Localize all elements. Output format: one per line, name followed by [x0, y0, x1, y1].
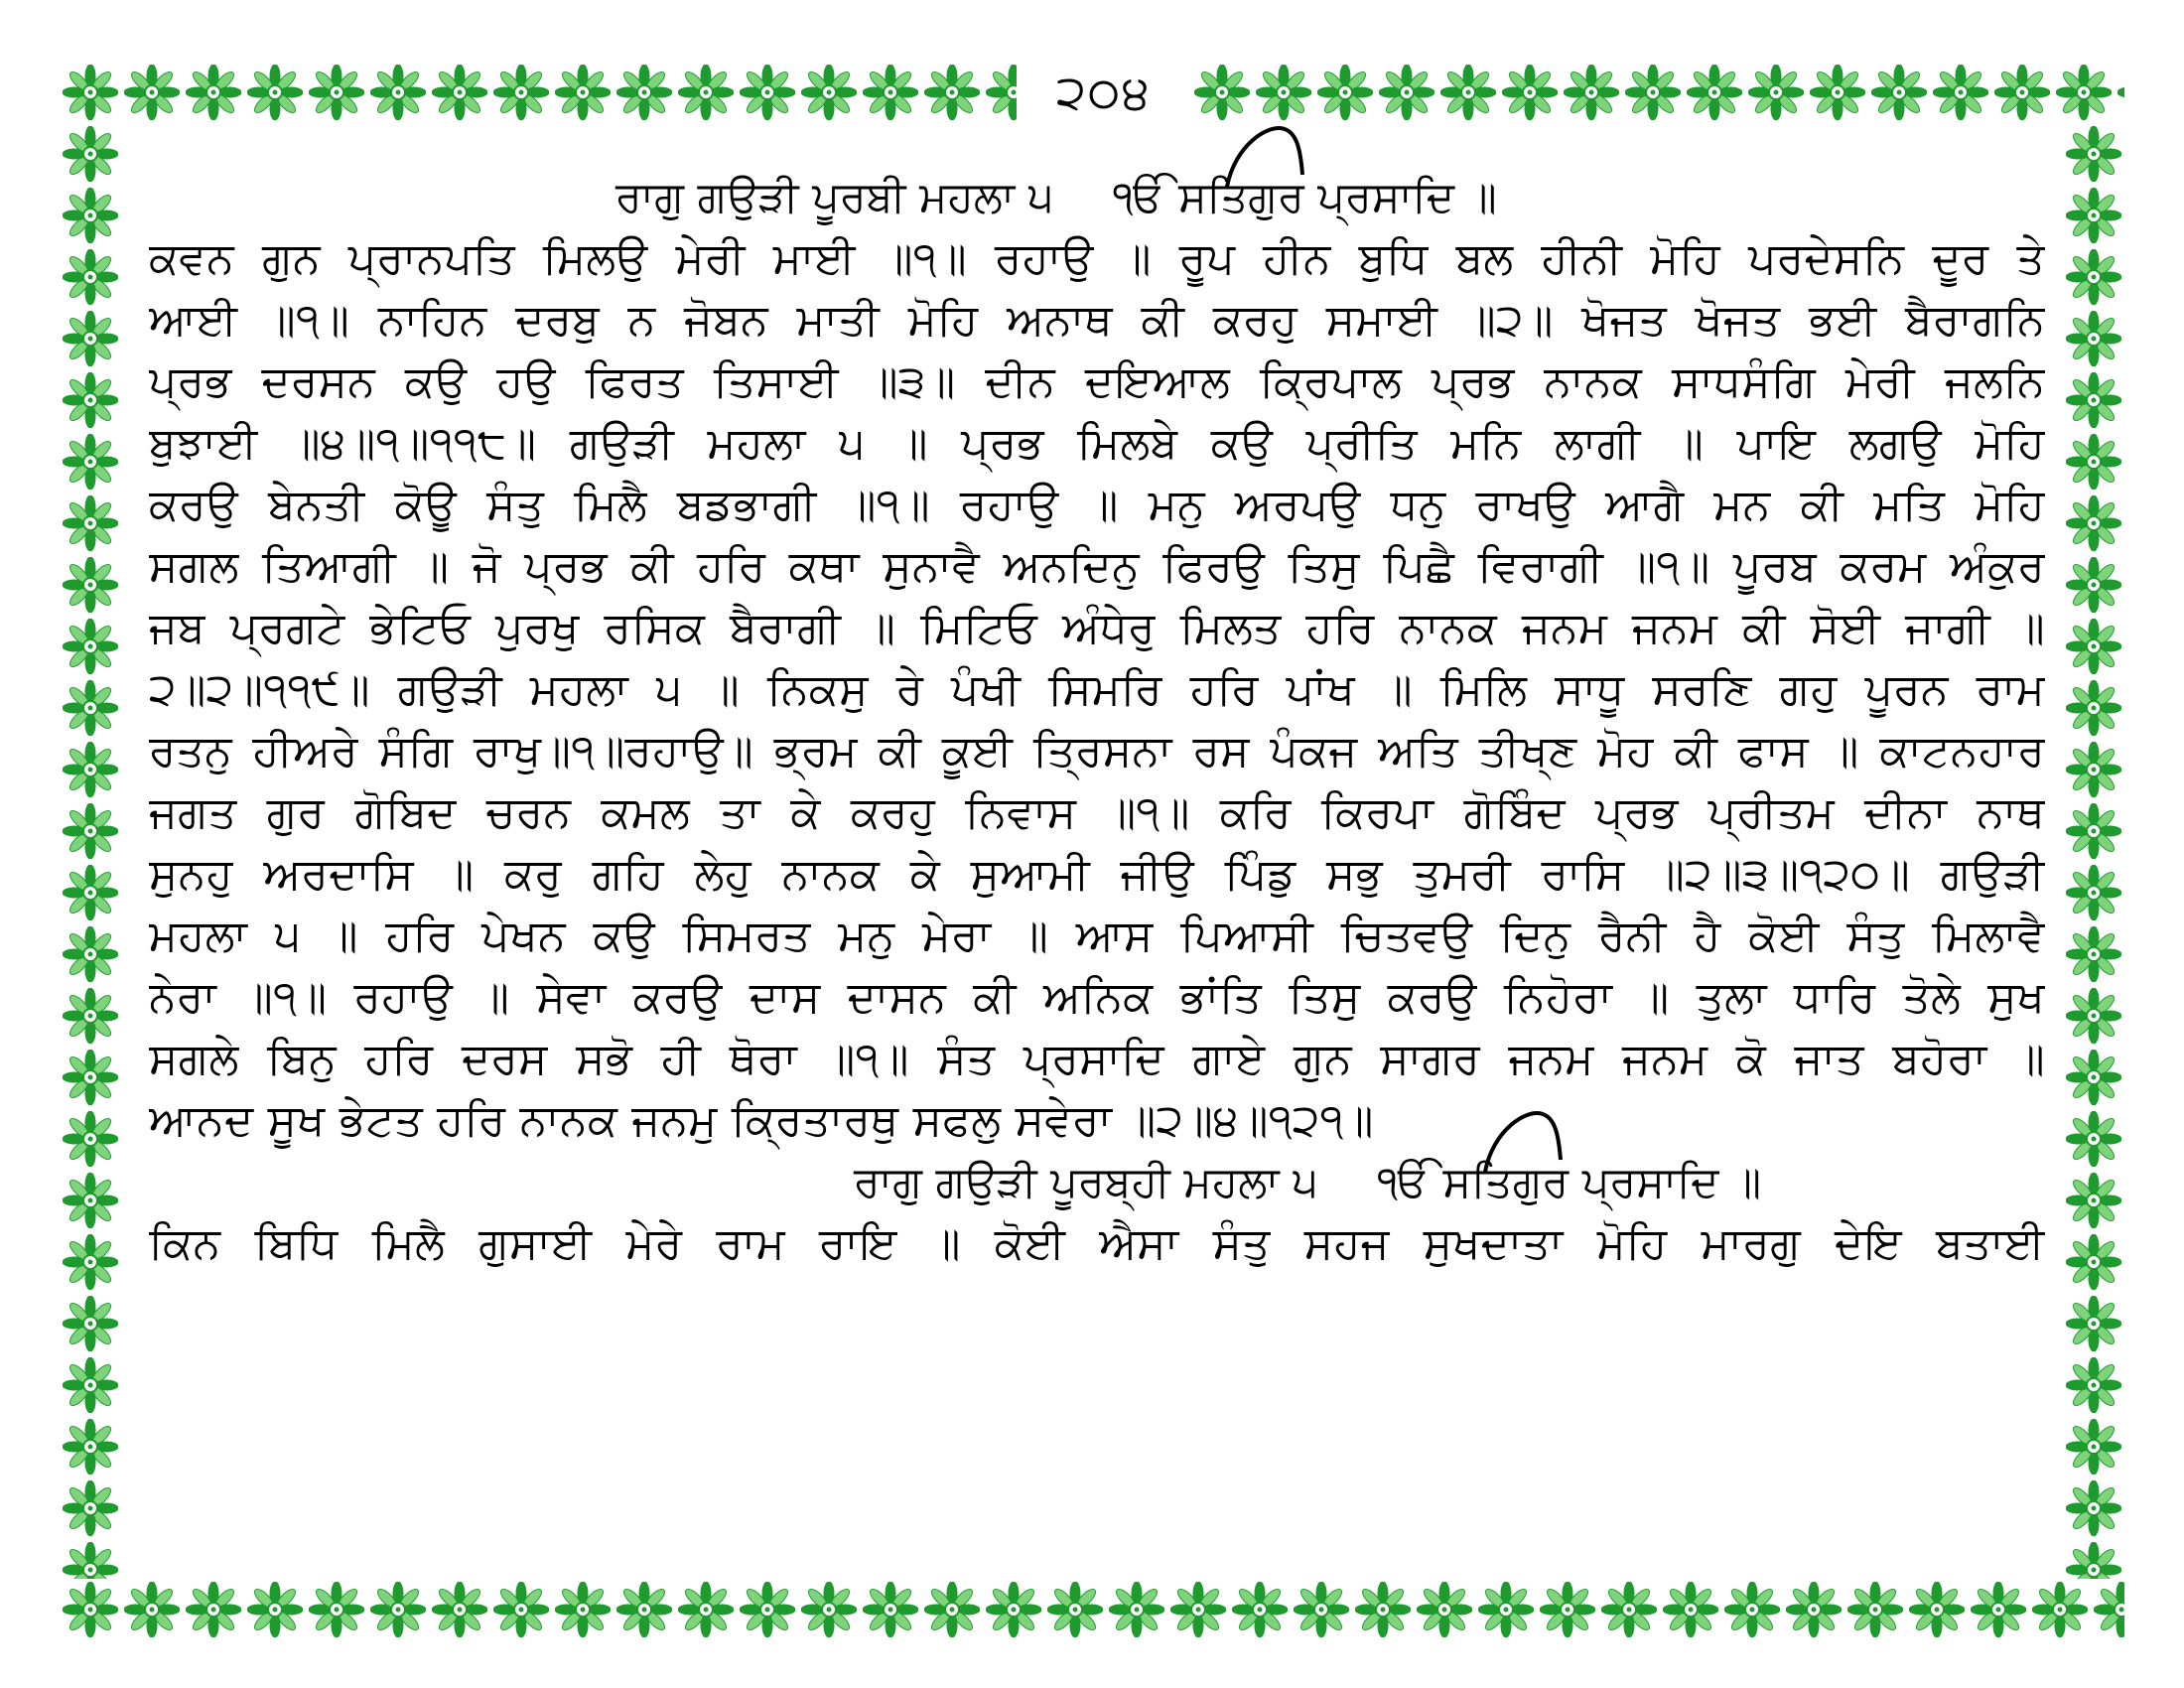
flower-ornament-icon [2066, 1111, 2121, 1167]
ik-onkar-arc-icon [1221, 115, 1310, 195]
flower-ornament-icon [1847, 1582, 1903, 1637]
flower-ornament-icon [63, 434, 118, 490]
flower-ornament-icon [432, 65, 487, 120]
flower-ornament-icon [1417, 1582, 1472, 1637]
flower-ornament-icon [63, 126, 118, 182]
flower-ornament-icon [740, 65, 795, 120]
flower-ornament-icon [63, 557, 118, 613]
flower-ornament-icon [2066, 1234, 2121, 1290]
gurbani-line: ਮਹਲਾ ੫ ॥ ਹਰਿ ਪੇਖਨ ਕਉ ਸਿਮਰਤ ਮਨੁ ਮੇਰਾ ॥ ਆਸ ਪਿਆਸੀ ਚਿਤਵਉ ਦਿਨੁ ਰੈਨੀ ਹੈ ਕੋਈ ਸੰਤੁ ਮਿਲਾਵੈ [149, 911, 2045, 961]
floral-border-top-left [60, 62, 1017, 123]
flower-ornament-icon [801, 65, 857, 120]
flower-ornament-icon [63, 803, 118, 859]
flower-ornament-icon [1194, 65, 1250, 120]
flower-ornament-icon [432, 1582, 487, 1637]
flower-ornament-icon [309, 1582, 364, 1637]
flower-ornament-icon [63, 988, 118, 1044]
flower-ornament-icon [63, 372, 118, 428]
flower-ornament-icon [63, 495, 118, 551]
flower-ornament-icon [1663, 1582, 1718, 1637]
flower-ornament-icon [63, 188, 118, 243]
gurbani-line: ਬੁਝਾਈ ॥੪॥੧॥੧੧੮॥ ਗਉੜੀ ਮਹਲਾ ੫ ॥ ਪ੍ਰਭ ਮਿਲਬੇ ਕਉ ਪ੍ਰੀਤਿ ਮਨਿ ਲਾਗੀ ॥ ਪਾਇ ਲਗਉ ਮੋਹਿ [149, 418, 2045, 469]
floral-border-right [2063, 123, 2124, 1579]
flower-ornament-icon [1810, 65, 1865, 120]
flower-ornament-icon [63, 865, 118, 920]
flower-ornament-icon [924, 65, 980, 120]
raag-heading-1 [149, 167, 2045, 228]
gurbani-line: ਜਗਤ ਗੁਰ ਗੋਬਿਦ ਚਰਨ ਕਮਲ ਤਾ ਕੇ ਕਰਹੁ ਨਿਵਾਸ ॥੧॥ ਕਰਿ ਕਿਰਪਾ ਗੋਬਿੰਦ ਪ੍ਰਭ ਪ੍ਰੀਤਮ ਦੀਨਾ ਨਾਥ [149, 787, 2045, 838]
flower-ornament-icon [1317, 65, 1373, 120]
page-number: ੨੦੪ [1056, 65, 1152, 120]
flower-ornament-icon [1540, 1582, 1595, 1637]
flower-ornament-icon [1232, 1582, 1288, 1637]
flower-ornament-icon [370, 65, 426, 120]
flower-ornament-icon [63, 680, 118, 736]
flower-ornament-icon [986, 65, 1017, 120]
flower-ornament-icon [2066, 1357, 2121, 1413]
flower-ornament-icon [2066, 126, 2121, 182]
flower-ornament-icon [555, 65, 611, 120]
flower-ornament-icon [2094, 1582, 2124, 1637]
flower-ornament-icon [63, 1173, 118, 1228]
flower-ornament-icon [2066, 680, 2121, 736]
flower-ornament-icon [2066, 926, 2121, 982]
flower-ornament-icon [1724, 1582, 1780, 1637]
flower-ornament-icon [2066, 865, 2121, 920]
flower-ornament-icon [63, 1582, 118, 1637]
flower-ornament-icon [2066, 557, 2121, 613]
flower-ornament-icon [863, 1582, 918, 1637]
flower-ornament-icon [678, 65, 734, 120]
flower-ornament-icon [493, 65, 549, 120]
flower-ornament-icon [2066, 434, 2121, 490]
flower-ornament-icon [740, 1582, 795, 1637]
flower-ornament-icon [2066, 1173, 2121, 1228]
gurbani-line: ਸਗਲ ਤਿਆਗੀ ॥ ਜੋ ਪ੍ਰਭ ਕੀ ਹਰਿ ਕਥਾ ਸੁਨਾਵੈ ਅਨਦਿਨੁ ਫਿਰਉ ਤਿਸੁ ਪਿਛੈ ਵਿਰਾਗੀ ॥੧॥ ਪੂਰਬ ਕਰਮ ਅੰਕੁਰ [149, 541, 2045, 592]
flower-ornament-icon [2066, 619, 2121, 674]
flower-ornament-icon [2066, 1296, 2121, 1351]
flower-ornament-icon [1502, 65, 1558, 120]
hymn-text-section-1 [149, 228, 2045, 1152]
flower-ornament-icon [247, 1582, 303, 1637]
flower-ornament-icon [1355, 1582, 1411, 1637]
mool-mantar-invocation: ੴ ਸਤਿਗੁਰ ਪ੍ਰਸਾਦਿ ॥ [1113, 173, 1497, 222]
gurbani-line: ਆਨਦ ਸੂਖ ਭੇਟਤ ਹਰਿ ਨਾਨਕ ਜਨਮੁ ਕ੍ਰਿਤਾਰਥੁ ਸਫਲੁ ਸਵੇਰਾ ॥੨॥੪॥੧੨੧॥ [149, 1095, 1374, 1146]
flower-ornament-icon [2066, 249, 2121, 305]
flower-ornament-icon [863, 65, 918, 120]
flower-ornament-icon [63, 1296, 118, 1351]
flower-ornament-icon [63, 1050, 118, 1105]
flower-ornament-icon [186, 65, 241, 120]
flower-ornament-icon [1601, 1582, 1657, 1637]
flower-ornament-icon [1047, 1582, 1103, 1637]
flower-ornament-icon [63, 1419, 118, 1475]
flower-ornament-icon [2066, 988, 2121, 1044]
flower-ornament-icon [2066, 495, 2121, 551]
flower-ornament-icon [63, 742, 118, 797]
flower-ornament-icon [1625, 65, 1681, 120]
text-block [149, 167, 2045, 1557]
floral-border-top-right [1191, 62, 2124, 123]
flower-ornament-icon [63, 619, 118, 674]
flower-ornament-icon [801, 1582, 857, 1637]
floral-border-bottom [60, 1579, 2124, 1640]
flower-ornament-icon [1109, 1582, 1164, 1637]
flower-ornament-icon [2066, 803, 2121, 859]
flower-ornament-icon [1909, 1582, 1965, 1637]
gurbani-line: ਸਗਲੇ ਬਿਨੁ ਹਰਿ ਦਰਸ ਸਭੋ ਹੀ ਥੋਰਾ ॥੧॥ ਸੰਤ ਪ੍ਰਸਾਦਿ ਗਾਏ ਗੁਨ ਸਾਗਰ ਜਨਮ ਜਨਮ ਕੋ ਜਾਤ ਬਹੋਰਾ ॥ [149, 1034, 2045, 1084]
flower-ornament-icon [678, 1582, 734, 1637]
flower-ornament-icon [555, 1582, 611, 1637]
gurbani-line: ਆਈ ॥੧॥ ਨਾਹਿਨ ਦਰਬੁ ਨ ਜੋਬਨ ਮਾਤੀ ਮੋਹਿ ਅਨਾਥ ਕੀ ਕਰਹੁ ਸਮਾਈ ॥੨॥ ਖੋਜਤ ਖੋਜਤ ਭਈ ਬੈਰਾਗਨਿ [149, 295, 2045, 346]
flower-ornament-icon [1256, 65, 1311, 120]
gurbani-line: ਪ੍ਰਭ ਦਰਸਨ ਕਉ ਹਉ ਫਿਰਤ ਤਿਸਾਈ ॥੩॥ ਦੀਨ ਦਇਆਲ ਕ੍ਰਿਪਾਲ ਪ੍ਰਭ ਨਾਨਕ ਸਾਧਸੰਗਿ ਮੇਰੀ ਜਲਨਿ [149, 356, 2045, 407]
mool-mantar-invocation: ੴ ਸਤਿਗੁਰ ਪ੍ਰਸਾਦਿ ॥ [1377, 1158, 1762, 1207]
flower-ornament-icon [1933, 65, 1988, 120]
flower-ornament-icon [1871, 65, 1927, 120]
gurbani-line: ਕਵਨ ਗੁਨ ਪ੍ਰਾਨਪਤਿ ਮਿਲਉ ਮੇਰੀ ਮਾਈ ॥੧॥ ਰਹਾਉ ॥ ਰੂਪ ਹੀਨ ਬੁਧਿ ਬਲ ਹੀਨੀ ਮੋਹਿ ਪਰਦੇਸਨਿ ਦੂਰ ਤੇ [149, 233, 2045, 284]
raag-heading-2 [149, 1152, 2045, 1213]
flower-ornament-icon [2066, 742, 2121, 797]
flower-ornament-icon [1748, 65, 1804, 120]
raag-title: ਰਾਗੁ ਗਉੜੀ ਪੂਰਬ੍ਹੀ ਮਹਲਾ ੫ [854, 1158, 1318, 1207]
flower-ornament-icon [1379, 65, 1434, 120]
flower-ornament-icon [186, 1582, 241, 1637]
gurbani-line: ੨॥੨॥੧੧੯॥ ਗਉੜੀ ਮਹਲਾ ੫ ॥ ਨਿਕਸੁ ਰੇ ਪੰਖੀ ਸਿਮਰਿ ਹਰਿ ਪਾਂਖ ॥ ਮਿਲਿ ਸਾਧੂ ਸਰਣਿ ਗਹੁ ਪੂਰਨ ਰਾਮ [149, 664, 2045, 715]
flower-ornament-icon [2066, 372, 2121, 428]
flower-ornament-icon [124, 1582, 180, 1637]
flower-ornament-icon [1294, 1582, 1349, 1637]
flower-ornament-icon [63, 65, 118, 120]
flower-ornament-icon [370, 1582, 426, 1637]
flower-ornament-icon [63, 249, 118, 305]
flower-ornament-icon [924, 1582, 980, 1637]
flower-ornament-icon [124, 65, 180, 120]
flower-ornament-icon [1994, 65, 2050, 120]
flower-ornament-icon [986, 1582, 1041, 1637]
gurbani-line: ਨੇਰਾ ॥੧॥ ਰਹਾਉ ॥ ਸੇਵਾ ਕਰਉ ਦਾਸ ਦਾਸਨ ਕੀ ਅਨਿਕ ਭਾਂਤਿ ਤਿਸੁ ਕਰਉ ਨਿਹੋਰਾ ॥ ਤੁਲਾ ਧਾਰਿ ਤੋਲੇ ਸੁਖ [149, 972, 2045, 1023]
flower-ornament-icon [1687, 65, 1742, 120]
flower-ornament-icon [63, 311, 118, 366]
flower-ornament-icon [63, 926, 118, 982]
flower-ornament-icon [2117, 65, 2124, 120]
flower-ornament-icon [2066, 1419, 2121, 1475]
flower-ornament-icon [2066, 1542, 2121, 1579]
gurbani-line: ਰਤਨੁ ਹੀਅਰੇ ਸੰਗਿ ਰਾਖੁ॥੧॥ਰਹਾਉ॥ ਭ੍ਰਮ ਕੀ ਕੂਈ ਤ੍ਰਿਸਨਾ ਰਸ ਪੰਕਜ ਅਤਿ ਤੀਖ੍ਣ ਮੋਹ ਕੀ ਫਾਸ ॥ ਕਾਟਨਹਾਰ [149, 726, 2045, 776]
flower-ornament-icon [63, 1542, 118, 1579]
ik-onkar-arc-icon [1479, 1100, 1569, 1180]
flower-ornament-icon [616, 65, 672, 120]
flower-ornament-icon [309, 65, 364, 120]
flower-ornament-icon [2056, 65, 2112, 120]
flower-ornament-icon [63, 1234, 118, 1290]
flower-ornament-icon [616, 1582, 672, 1637]
flower-ornament-icon [2066, 188, 2121, 243]
flower-ornament-icon [1170, 1582, 1226, 1637]
flower-ornament-icon [1971, 1582, 2026, 1637]
flower-ornament-icon [247, 65, 303, 120]
hymn-text-section-2 [149, 1213, 2045, 1275]
gurbani-line: ਕਿਨ ਬਿਧਿ ਮਿਲੈ ਗੁਸਾਈ ਮੇਰੇ ਰਾਮ ਰਾਇ ॥ ਕੋਈ ਐਸਾ ਸੰਤੁ ਸਹਜ ਸੁਖਦਾਤਾ ਮੋਹਿ ਮਾਰਗੁ ਦੇਇ ਬਤਾਈ [149, 1218, 2045, 1269]
flower-ornament-icon [2066, 1480, 2121, 1536]
gurbani-line: ਜਬ ਪ੍ਰਗਟੇ ਭੇਟਿਓ ਪੁਰਖੁ ਰਸਿਕ ਬੈਰਾਗੀ ॥ ਮਿਟਿਓ ਅੰਧੇਰੁ ਮਿਲਤ ਹਰਿ ਨਾਨਕ ਜਨਮ ਜਨਮ ਕੀ ਸੋਈ ਜਾਗੀ ॥ [149, 603, 2045, 653]
flower-ornament-icon [1564, 65, 1619, 120]
flower-ornament-icon [493, 1582, 549, 1637]
flower-ornament-icon [1440, 65, 1496, 120]
floral-border-left [60, 123, 121, 1579]
flower-ornament-icon [1786, 1582, 1842, 1637]
gurbani-line: ਸੁਨਹੁ ਅਰਦਾਸਿ ॥ ਕਰੁ ਗਹਿ ਲੇਹੁ ਨਾਨਕ ਕੇ ਸੁਆਮੀ ਜੀਉ ਪਿੰਡੁ ਸਭੁ ਤੁਮਰੀ ਰਾਸਿ ॥੨॥੩॥੧੨੦॥ ਗਉੜੀ [149, 849, 2045, 900]
flower-ornament-icon [1478, 1582, 1534, 1637]
flower-ornament-icon [2066, 1050, 2121, 1105]
raag-title: ਰਾਗੁ ਗਉੜੀ ਪੂਰਬੀ ਮਹਲਾ ੫ [615, 173, 1054, 222]
flower-ornament-icon [2066, 311, 2121, 366]
gurbani-line: ਕਰਉ ਬੇਨਤੀ ਕੋਊ ਸੰਤੁ ਮਿਲੈ ਬਡਭਾਗੀ ॥੧॥ ਰਹਾਉ ॥ ਮਨੁ ਅਰਪਉ ਧਨੁ ਰਾਖਉ ਆਗੈ ਮਨ ਕੀ ਮਤਿ ਮੋਹਿ [149, 480, 2045, 530]
flower-ornament-icon [63, 1111, 118, 1167]
flower-ornament-icon [63, 1480, 118, 1536]
flower-ornament-icon [63, 1357, 118, 1413]
flower-ornament-icon [2032, 1582, 2088, 1637]
